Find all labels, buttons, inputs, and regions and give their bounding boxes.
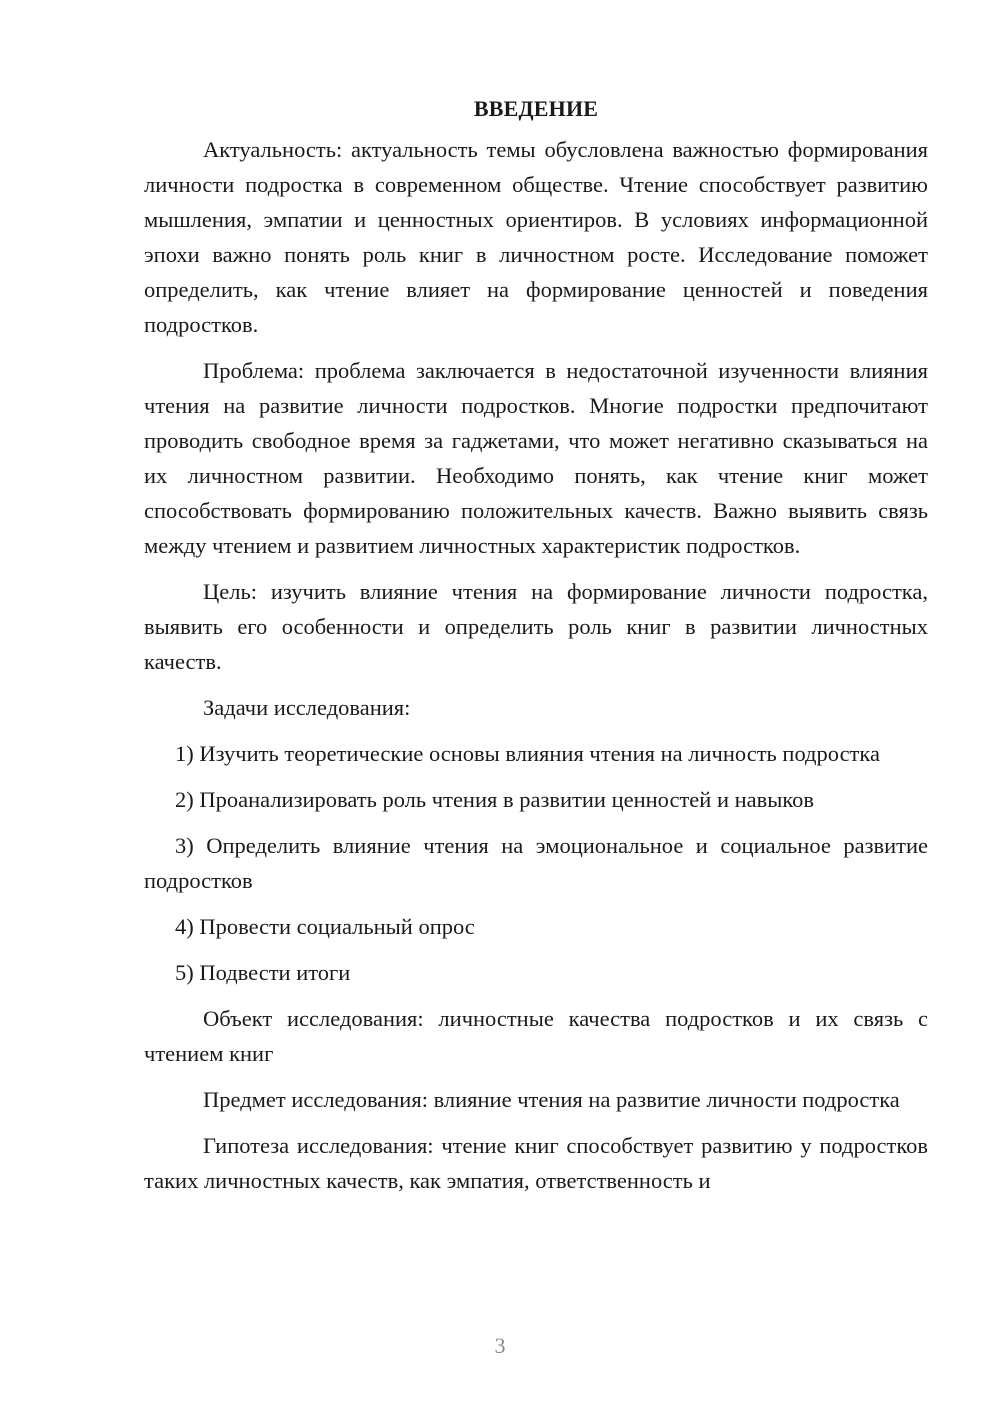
page-number: 3 [494,1333,506,1358]
goal-paragraph: Цель: изучить влияние чтения на формирование личности подростка, выявить его особенности и определить роль книг в развитии личностных качеств. [144,579,928,674]
tasks-title: Задачи исследования: [203,695,411,720]
task-item-2: 2) Проанализировать роль чтения в развитии ценностей и навыков [175,787,815,812]
hypothesis-paragraph: Гипотеза исследования: чтение книг способствует развитию у подростков таких личностных качеств, как эмпатия, ответственность и [144,1133,928,1193]
page-title: ВВЕДЕНИЕ [473,96,599,121]
relevance-paragraph: Актуальность: актуальность темы обусловлена важностью формирования личности подростка в современном обществе. Чтение способствует развитию мышления, эмпатии и ценностных ориентиров. В условиях информационной эпохи важно понять роль книг в личностном росте. Исследование поможет определить, как чтение влияет на формирование ценностей и поведения подростков. [144,137,928,337]
document-page [144,92,928,1209]
object-paragraph: Объект исследования: личностные качества подростков и их связь с чтением книг [144,1006,928,1066]
task-item-1: 1) Изучить теоретические основы влияния чтения на личность подростка [175,741,880,766]
task-item-5: 5) Подвести итоги [175,960,351,985]
task-item-4: 4) Провести социальный опрос [175,914,475,939]
subject-paragraph: Предмет исследования: влияние чтения на развитие личности подростка [203,1087,900,1112]
problem-paragraph: Проблема: проблема заключается в недостаточной изученности влияния чтения на развитие личности подростков. Многие подростки предпочитают проводить свободное время за гаджетами, что может негативно сказываться на их личностном развитии. Необходимо понять, как чтение книг может способствовать формированию положительных качеств. Важно выявить связь между чтением и развитием личностных характеристик подростков. [144,358,928,558]
task-item-3: 3) Определить влияние чтения на эмоциональное и социальное развитие подростков [144,833,928,893]
